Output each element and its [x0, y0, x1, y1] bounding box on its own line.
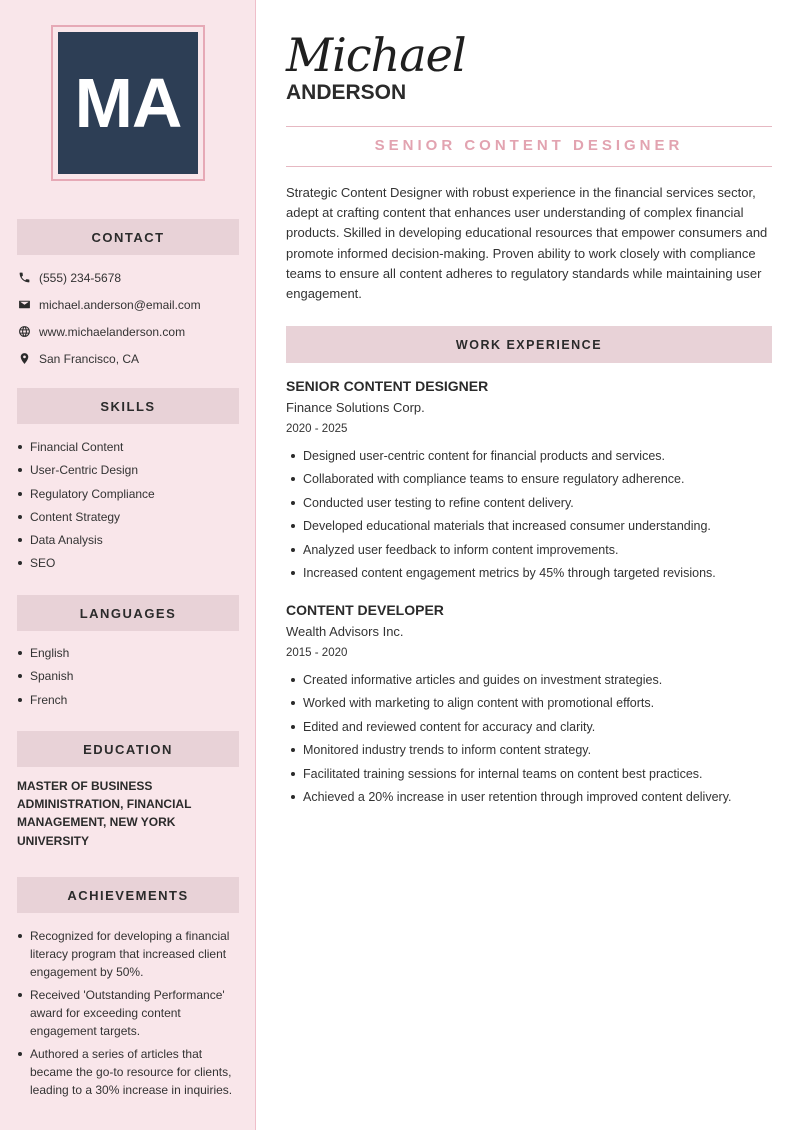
last-name: ANDERSON — [286, 81, 407, 104]
email-icon — [17, 298, 31, 312]
phone-icon — [17, 271, 31, 285]
list-item: Achieved a 20% increase in user retention through improved content delivery. — [290, 788, 772, 811]
list-item: Edited and reviewed content for accuracy and clarity. — [290, 718, 772, 741]
education-heading: EDUCATION — [17, 731, 239, 767]
list-item: Collaborated with compliance teams to ensure regulatory adherence. — [290, 470, 772, 493]
contact-phone-text: (555) 234-5678 — [39, 270, 122, 285]
list-item: Spanish — [17, 667, 242, 690]
list-item: Recognized for developing a financial literacy program that increased client engagement by 50%. — [17, 927, 242, 981]
achievements-list — [17, 927, 242, 1104]
contact-phone — [17, 264, 247, 291]
list-item: English — [17, 644, 242, 667]
job-dates: 2015 - 2020 — [286, 647, 348, 659]
job-company: Finance Solutions Corp. — [286, 400, 425, 415]
list-item: French — [17, 691, 242, 714]
monogram-frame — [51, 25, 205, 181]
monogram: MA — [58, 32, 198, 174]
job-role: SENIOR CONTENT DESIGNER — [286, 378, 489, 394]
list-item: Designed user-centric content for financial products and services. — [290, 447, 772, 470]
job-bullets — [290, 671, 772, 811]
list-item: Monitored industry trends to inform content strategy. — [290, 741, 772, 764]
list-item: Received 'Outstanding Performance' award for exceeding content engagement targets. — [17, 986, 242, 1040]
contact-email-text: michael.anderson@email.com — [39, 297, 201, 312]
list-item: Regulatory Compliance — [17, 485, 242, 508]
list-item: Developed educational materials that increased consumer understanding. — [290, 517, 772, 540]
divider — [286, 166, 772, 167]
achievements-heading: ACHIEVEMENTS — [17, 877, 239, 913]
sidebar — [0, 0, 256, 1130]
list-item: Data Analysis — [17, 531, 242, 554]
list-item: Content Strategy — [17, 508, 242, 531]
job-dates: 2020 - 2025 — [286, 423, 348, 435]
location-pin-icon — [17, 352, 31, 366]
list-item: SEO — [17, 554, 242, 577]
contact-website — [17, 318, 247, 345]
skills-list — [17, 438, 242, 578]
job-entry — [286, 602, 772, 811]
job-role: CONTENT DEVELOPER — [286, 602, 444, 618]
list-item: Authored a series of articles that became the go-to resource for clients, leading to a 30% increase in inquiries. — [17, 1045, 242, 1099]
languages-heading: LANGUAGES — [17, 595, 239, 631]
list-item: Created informative articles and guides on investment strategies. — [290, 671, 772, 694]
list-item: User-Centric Design — [17, 461, 242, 484]
contact-location-text: San Francisco, CA — [39, 351, 140, 366]
list-item: Facilitated training sessions for internal teams on content best practices. — [290, 765, 772, 788]
list-item: Worked with marketing to align content with promotional efforts. — [290, 694, 772, 717]
skills-heading: SKILLS — [17, 388, 239, 424]
work-experience-heading: WORK EXPERIENCE — [286, 326, 772, 363]
job-title: SENIOR CONTENT DESIGNER — [374, 137, 684, 154]
list-item: Conducted user testing to refine content delivery. — [290, 494, 772, 517]
list-item: Analyzed user feedback to inform content improvements. — [290, 541, 772, 564]
job-entry — [286, 378, 772, 587]
list-item: Increased content engagement metrics by 45% through targeted revisions. — [290, 564, 772, 587]
contact-email — [17, 291, 247, 318]
languages-list — [17, 644, 242, 714]
globe-icon — [17, 325, 31, 339]
contact-heading: CONTACT — [17, 219, 239, 255]
summary: Strategic Content Designer with robust experience in the financial services sector, adept at crafting content that enhances user understanding of complex financial products. Skilled in developing educational resources that empower consumers and promote informed decision-making. Proven ability to work closely with compliance teams to ensure all content adheres to regulatory standards while maintaining user engagement. — [286, 185, 768, 302]
divider — [286, 126, 772, 127]
job-company: Wealth Advisors Inc. — [286, 624, 404, 639]
first-name: Michael — [286, 28, 466, 82]
contact-location — [17, 345, 247, 372]
contact-website-text: www.michaelanderson.com — [39, 324, 186, 339]
contact-list — [17, 264, 247, 372]
list-item: Financial Content — [17, 438, 242, 461]
job-bullets — [290, 447, 772, 587]
education-degree: MASTER OF BUSINESS ADMINISTRATION, FINANCIAL MANAGEMENT, NEW YORK UNIVERSITY — [17, 779, 192, 848]
